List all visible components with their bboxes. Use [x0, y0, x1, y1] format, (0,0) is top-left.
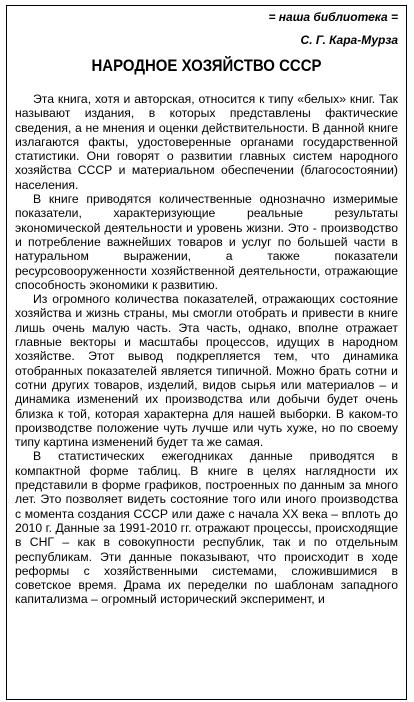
article-title: НАРОДНОЕ ХОЗЯЙСТВО СССР [91, 56, 322, 75]
article-paragraph: В книге приводятся количественные однозначно измеримые показатели, характеризующие реальные результаты экономической деятельности и уровень жизни. Это - производство и потребление важнейших товаров и услуг по большей части в натуральном выражении, а также показатели ресурсовооруженности хозяйственной деятельности, отражающие способность экономики к развитию. [15, 192, 398, 292]
rubric-label: = наша библиотека = [268, 10, 398, 24]
article-page [6, 5, 407, 700]
article-body [15, 92, 398, 607]
article-paragraph: Из огромного количества показателей, отражающих состояние хозяйства и жизнь страны, мы смогли отобрать и привести в книге лишь очень малую часть. Эта часть, однако, вполне отражает главные векторы и масштабы процессов, идущих в народном хозяйстве. Этот вывод подкрепляется тем, что динамика отобранных показателей является типичной. Можно брать сотни и сотни других товаров, изделий, видов сырья или материалов – и динамика изменений их производства или добычи будет очень близка к той, которая характерна для нашей выборки. В каком-то производстве положение чуть лучше или чуть хуже, но по своему типу картина изменений будет та же самая. [15, 292, 398, 450]
author-name: С. Г. Кара-Мурза [300, 33, 398, 47]
article-paragraph: Эта книга, хотя и авторская, относится к типу «белых» книг. Так называют издания, в которых представлены фактические сведения, а не мнения и оценки действительности. В данной книге излагаются факты, удостоверенные органами государственной статистики. Они говорят о развитии главных систем народного хозяйства СССР и материальном обеспечении (благосостоянии) населения. [15, 92, 398, 192]
article-paragraph: В статистических ежегодниках данные приводятся в компактной форме таблиц. В книге в целях наглядности их представили в форме графиков, построенных по данным за много лет. Это позволяет видеть состояние того или иного производства с момента создания СССР или даже с начала XX века – вплоть до 2010 г. Данные за 1991-2010 гг. отражают процессы, происходящие в СНГ – как в совокупности республик, так и по отдельным республикам. Эти данные показывают, что происходит в ходе реформы с хозяйственными системами, сложившимися в советское время. Драма их переделки по шаблонам западного капитализма – огромный исторический эксперимент, и [15, 449, 398, 607]
